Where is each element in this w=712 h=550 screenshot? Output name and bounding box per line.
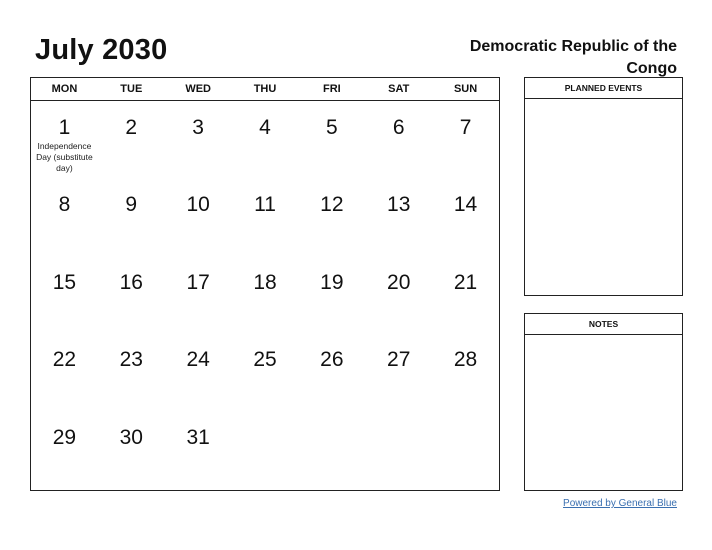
day-cell — [31, 333, 98, 410]
day-number: 2 — [125, 116, 138, 139]
page-title: July 2030 — [35, 34, 168, 66]
powered-by-link[interactable]: Powered by General Blue — [563, 498, 677, 509]
day-number: 31 — [186, 425, 210, 449]
holiday-label: Independence Day (substitute day) — [36, 141, 93, 173]
day-cell — [31, 101, 98, 178]
day-number: 29 — [52, 425, 77, 449]
day-cell — [31, 178, 98, 255]
weekday-label: SUN — [453, 83, 478, 95]
day-number: 1 — [58, 116, 71, 139]
day-number: 6 — [392, 116, 405, 139]
day-cell — [298, 101, 365, 178]
weekday-label: THU — [253, 83, 277, 95]
day-number: 26 — [320, 348, 344, 372]
day-cell — [298, 178, 365, 255]
day-number: 30 — [119, 425, 143, 449]
day-cell — [31, 411, 98, 488]
weekday-label: TUE — [120, 83, 143, 95]
day-number: 10 — [186, 193, 210, 217]
day-cell — [165, 411, 232, 488]
days-grid — [31, 101, 499, 488]
day-cell — [98, 333, 165, 410]
day-cell — [232, 333, 299, 410]
day-number: 23 — [119, 348, 143, 372]
day-cell — [232, 101, 299, 178]
day-number: 19 — [320, 270, 344, 294]
day-cell — [232, 411, 299, 488]
day-cell — [98, 256, 165, 333]
day-number: 7 — [459, 116, 472, 139]
day-cell — [298, 256, 365, 333]
day-number: 8 — [58, 193, 71, 217]
country-name: Democratic Republic of the Congo — [469, 38, 677, 77]
day-cell — [98, 101, 165, 178]
weekday-header — [31, 78, 499, 101]
notes-heading: NOTES — [525, 314, 682, 335]
day-number: 12 — [320, 193, 344, 217]
day-cell — [432, 256, 499, 333]
day-cell — [365, 411, 432, 488]
day-number: 9 — [125, 193, 138, 217]
day-number: 11 — [254, 193, 276, 217]
day-cell — [165, 101, 232, 178]
day-number: 25 — [253, 348, 277, 372]
day-cell — [98, 178, 165, 255]
day-number: 22 — [52, 348, 77, 372]
day-number: 20 — [387, 270, 411, 294]
day-cell — [31, 256, 98, 333]
weekday-label: WED — [185, 83, 211, 95]
planned-events-heading: PLANNED EVENTS — [525, 78, 682, 99]
day-cell — [98, 411, 165, 488]
day-number: 5 — [326, 116, 338, 139]
day-number: 14 — [453, 193, 478, 217]
day-number: 18 — [253, 270, 277, 294]
day-cell — [432, 333, 499, 410]
day-cell — [165, 178, 232, 255]
day-number: 15 — [52, 270, 77, 294]
day-cell — [232, 178, 299, 255]
day-cell — [365, 101, 432, 178]
calendar-grid — [30, 77, 500, 491]
day-cell — [365, 256, 432, 333]
day-cell — [165, 333, 232, 410]
day-number: 27 — [387, 348, 411, 372]
day-number: 24 — [186, 348, 210, 372]
day-cell — [365, 178, 432, 255]
day-number: 16 — [119, 270, 143, 294]
weekday-label: FRI — [323, 83, 341, 95]
day-number: 28 — [453, 348, 478, 372]
day-cell — [432, 178, 499, 255]
day-cell — [432, 101, 499, 178]
day-cell — [298, 333, 365, 410]
day-cell — [365, 333, 432, 410]
day-number: 4 — [259, 116, 271, 139]
day-number: 13 — [387, 193, 411, 217]
notes-panel — [524, 313, 683, 491]
day-number: 21 — [453, 270, 478, 294]
weekday-label: MON — [51, 83, 78, 95]
planned-events-panel — [524, 77, 683, 296]
day-number: 3 — [192, 116, 204, 139]
day-cell — [165, 256, 232, 333]
weekday-label: SAT — [388, 83, 410, 95]
day-cell — [298, 411, 365, 488]
day-number: 17 — [186, 270, 210, 294]
day-cell — [232, 256, 299, 333]
day-cell — [432, 411, 499, 488]
